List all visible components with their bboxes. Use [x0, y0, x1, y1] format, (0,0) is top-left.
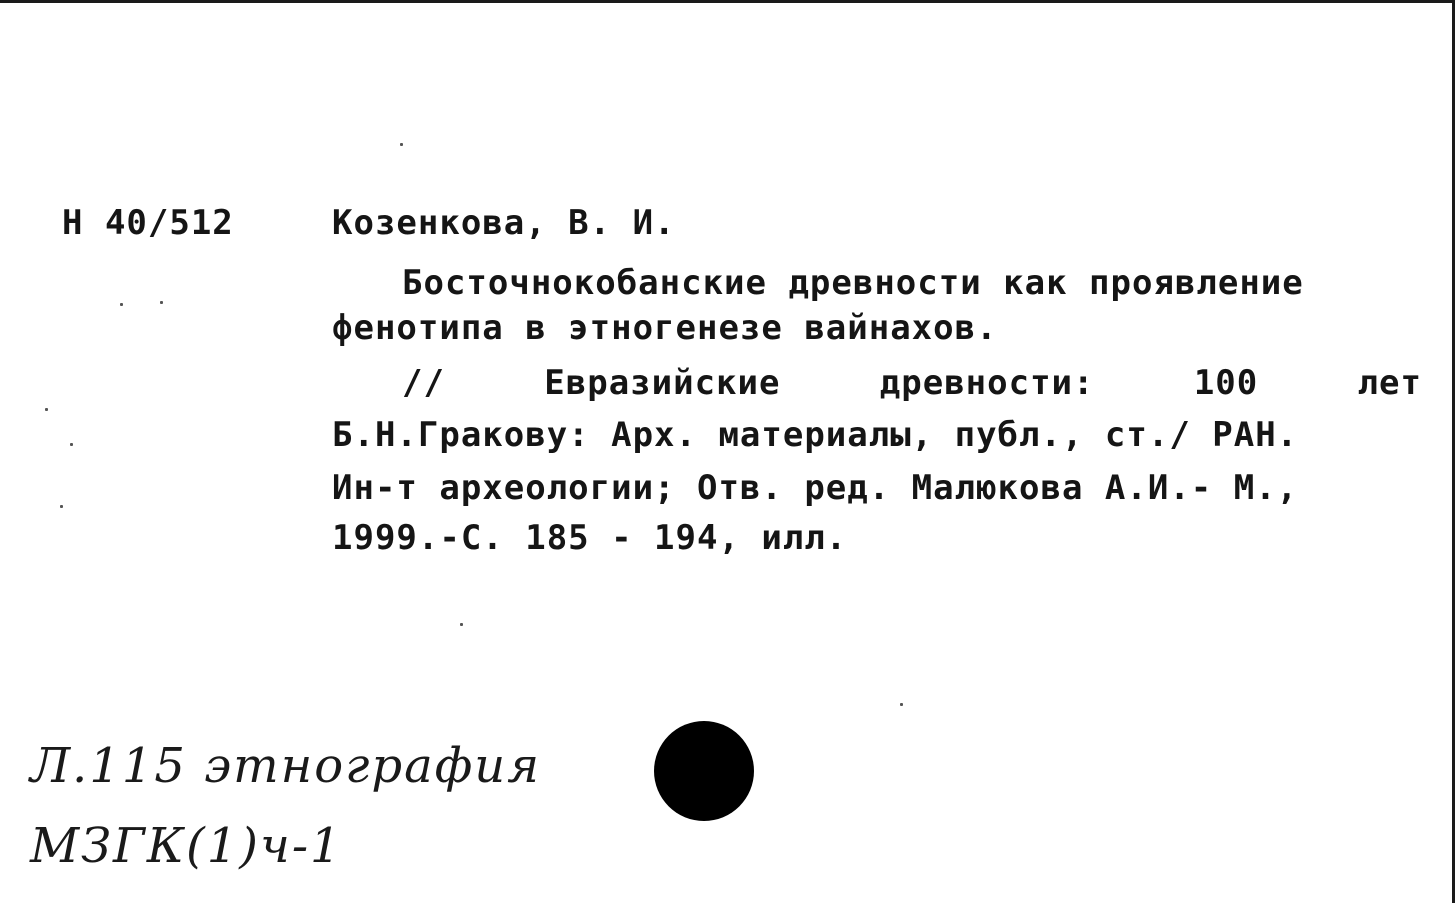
scan-speck — [400, 143, 403, 146]
shelfmark: Н 40/512 — [62, 203, 234, 243]
author-name: Козенкова, В. И. — [332, 203, 676, 243]
handwritten-classification: Л.115 этнография — [30, 738, 541, 794]
scan-speck — [460, 623, 463, 626]
scan-speck — [160, 301, 163, 304]
scan-speck — [70, 443, 73, 446]
title-line-2: фенотипа в этногенезе вайнахов. — [332, 308, 998, 348]
punch-hole — [654, 721, 754, 821]
scan-speck — [60, 505, 63, 508]
source-line-4: 1999.-С. 185 - 194, илл. — [332, 518, 848, 558]
title-line-1: Босточнокобанские древности как проявление — [402, 263, 1304, 303]
scan-speck — [120, 303, 123, 306]
handwritten-code: МЗГК(1)ч-1 — [30, 818, 343, 874]
scan-speck — [45, 408, 48, 411]
source-line-1: // Евразийские древности: 100 лет — [402, 363, 1422, 403]
scan-speck — [900, 703, 903, 706]
source-line-3: Ин-т археологии; Отв. ред. Малюкова А.И.- М., — [332, 468, 1299, 508]
source-line-2: Б.Н.Гракову: Арх. материалы, публ., ст./ РАН. — [332, 415, 1299, 455]
